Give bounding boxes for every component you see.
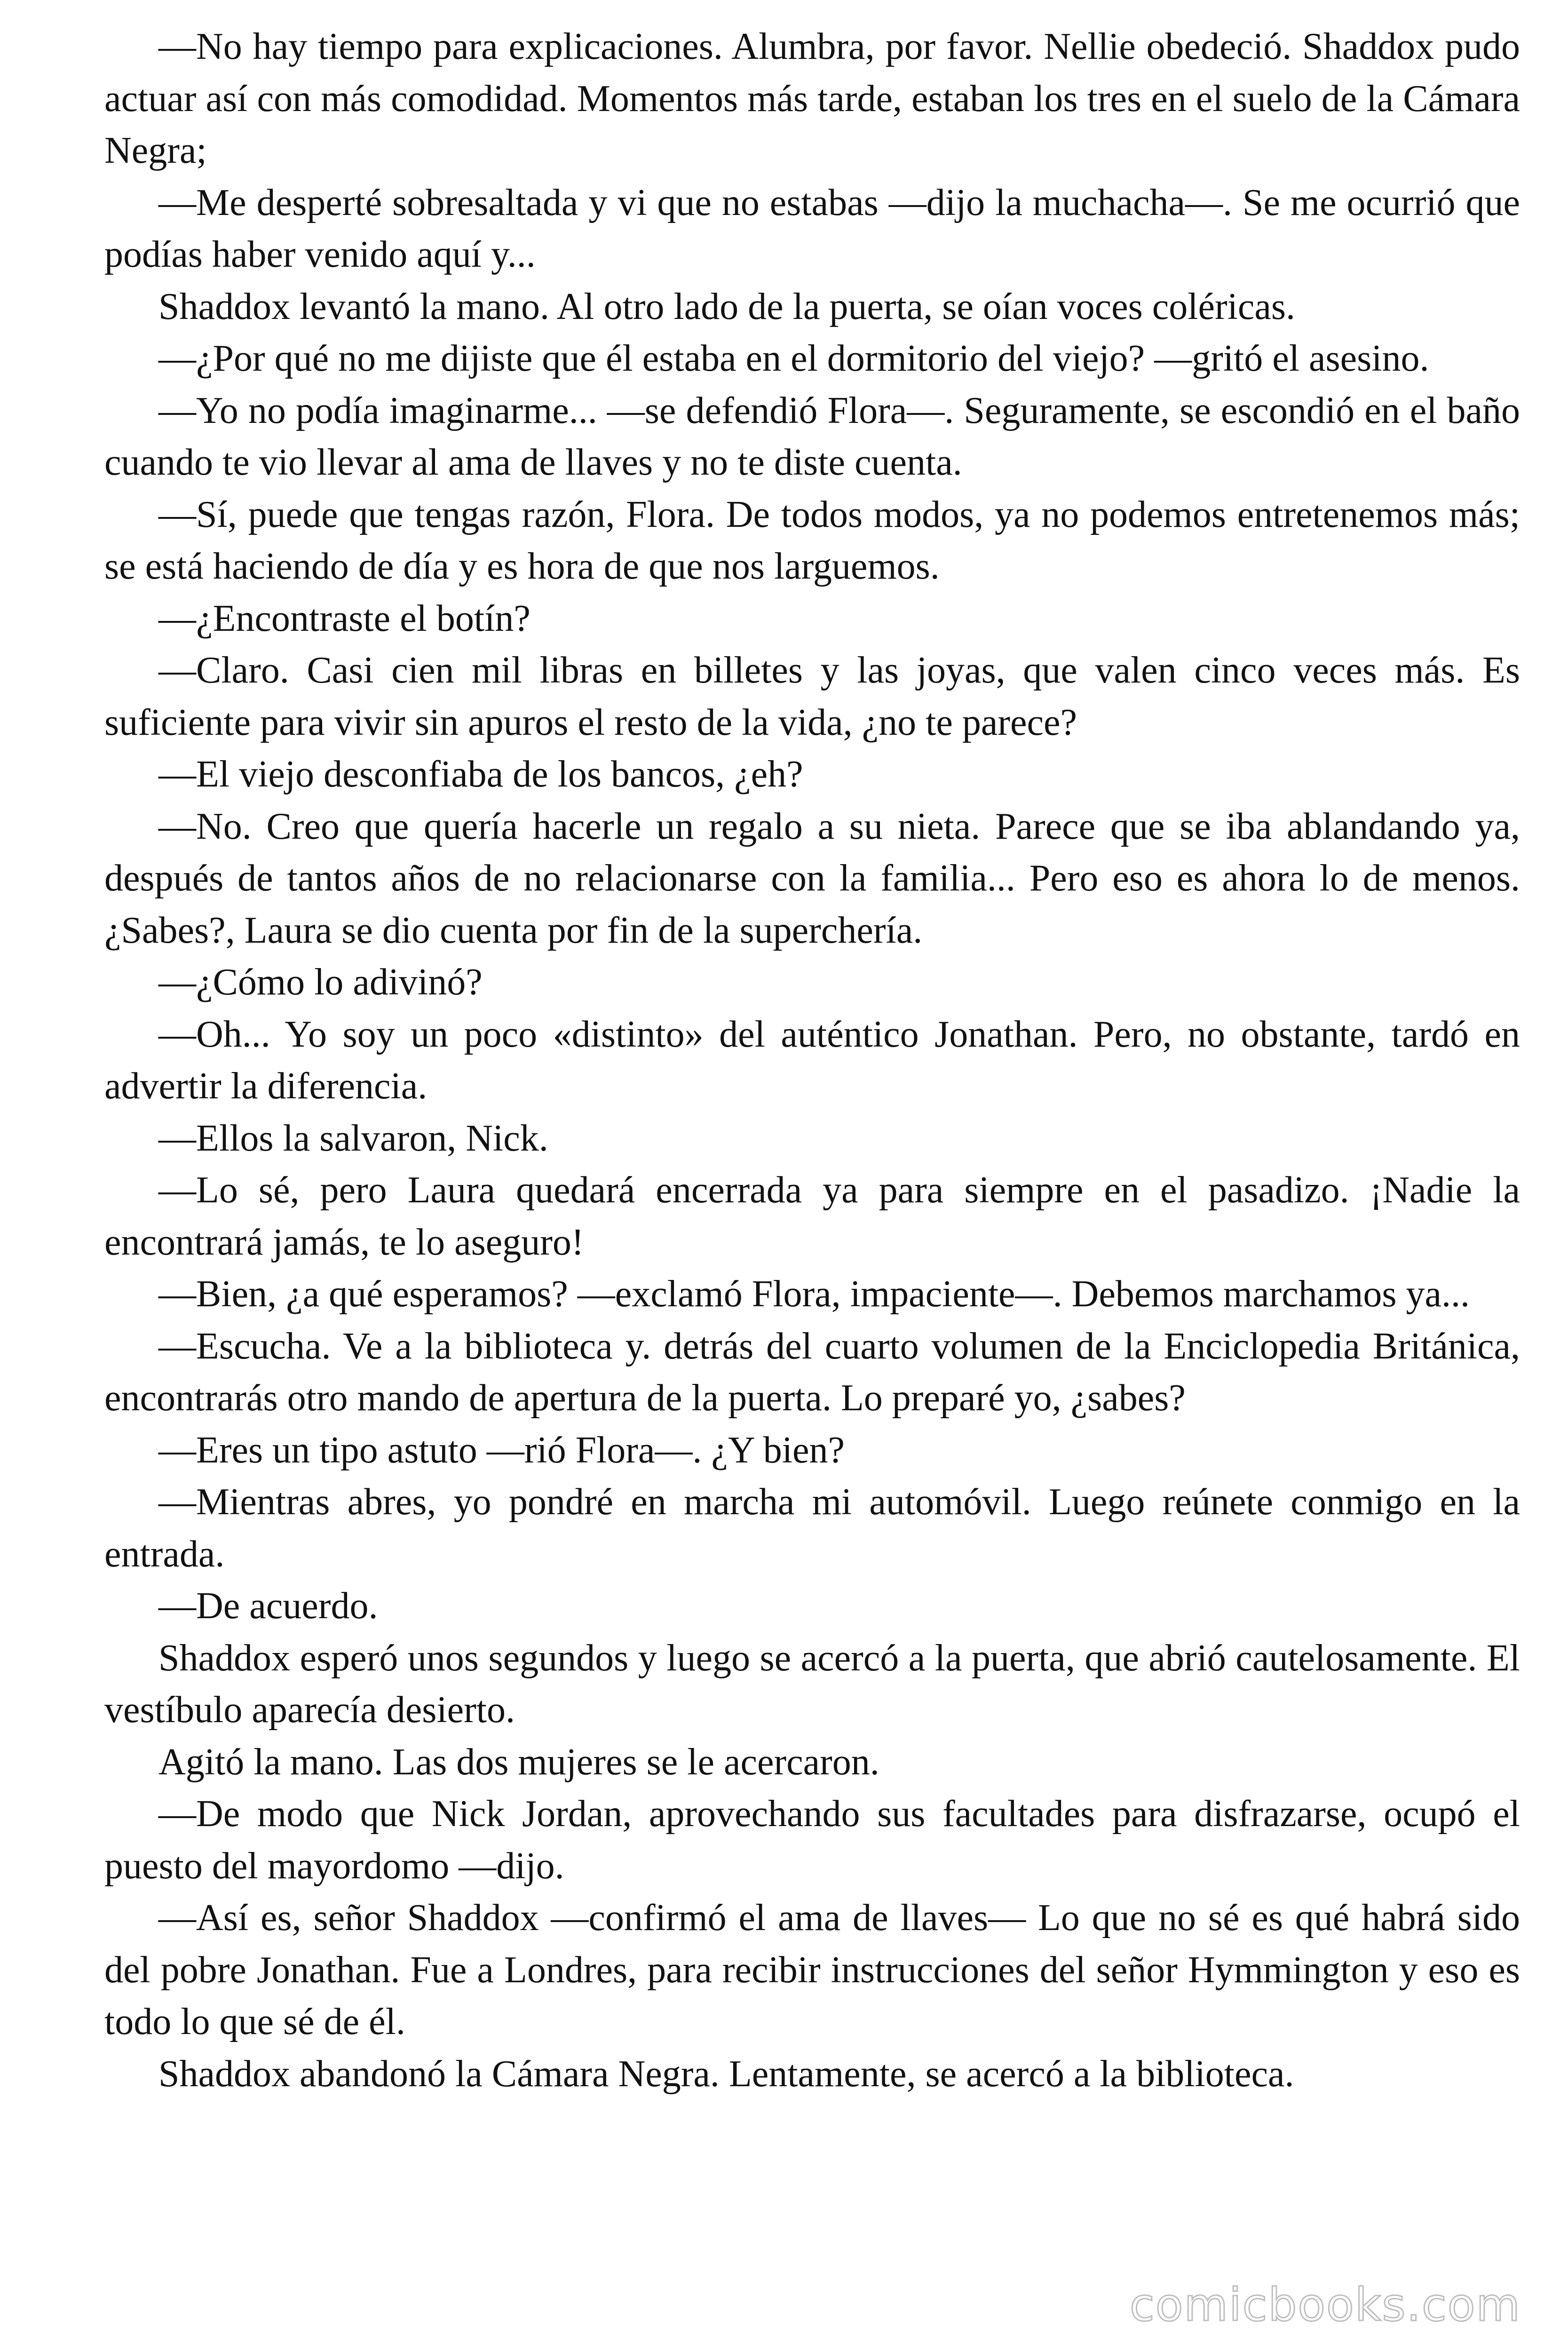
paragraph-2: —Me desperté sobresaltada y vi que no estabas —dijo la muchacha—. Se me ocurrió que podías haber venido aquí y...: [104, 182, 1520, 275]
paragraph-11: —¿Cómo lo adivinó?: [158, 961, 483, 1003]
paragraph-4: —¿Por qué no me dijiste que él estaba en el dormitorio del viejo? —gritó el asesino.: [158, 338, 1429, 379]
paragraph-24: Shaddox abandonó la Cámara Negra. Lentamente, se acercó a la biblioteca.: [158, 2053, 1294, 2095]
watermark-logo: comicbooks.com: [1129, 2279, 1521, 2331]
paragraph-20: Shaddox esperó unos segundos y luego se acercó a la puerta, que abrió cautelosamente. El vestíbulo aparecía desierto.: [104, 1637, 1520, 1731]
paragraph-10: —No. Creo que quería hacerle un regalo a su nieta. Parece que se iba ablandando ya, después de tantos años de no relacionarse con la familia... Pero eso es ahora lo de menos. ¿Sabes?, Laura se dio cuenta por fin de la superchería.: [104, 805, 1520, 951]
paragraph-16: —Escucha. Ve a la biblioteca y. detrás del cuarto volumen de la Enciclopedia Británica, encontrarás otro mando de apertura de la puerta. Lo preparé yo, ¿sabes?: [104, 1325, 1520, 1419]
paragraph-9: —El viejo desconfiaba de los bancos, ¿eh?: [158, 754, 803, 795]
paragraph-21: Agitó la mano. Las dos mujeres se le acercaron.: [158, 1741, 879, 1783]
paragraph-13: —Ellos la salvaron, Nick.: [158, 1117, 548, 1159]
page-text: [104, 21, 1520, 2100]
paragraph-23: —Así es, señor Shaddox —confirmó el ama de llaves— Lo que no sé es qué habrá sido del pobre Jonathan. Fue a Londres, para recibir instrucciones del señor Hymmington y eso es todo lo que sé de él.: [104, 1897, 1520, 2042]
paragraph-6: —Sí, puede que tengas razón, Flora. De todos modos, ya no podemos entretenemos más; se está haciendo de día y es hora de que nos larguemos.: [104, 493, 1520, 587]
paragraph-5: —Yo no podía imaginarme... —se defendió Flora—. Seguramente, se escondió en el baño cuando te vio llevar al ama de llaves y no te diste cuenta.: [104, 389, 1520, 483]
paragraph-19: —De acuerdo.: [158, 1585, 378, 1627]
paragraph-18: —Mientras abres, yo pondré en marcha mi automóvil. Luego reúnete conmigo en la entrada.: [104, 1481, 1520, 1575]
paragraph-1: —No hay tiempo para explicaciones. Alumbra, por favor. Nellie obedeció. Shaddox pudo actuar así con más comodidad. Momentos más tarde, estaban los tres en el suelo de la Cámara Negra;: [104, 26, 1520, 171]
paragraph-12: —Oh... Yo soy un poco «distinto» del auténtico Jonathan. Pero, no obstante, tardó en advertir la diferencia.: [104, 1013, 1520, 1107]
paragraph-14: —Lo sé, pero Laura quedará encerrada ya para siempre en el pasadizo. ¡Nadie la encontrará jamás, te lo aseguro!: [104, 1169, 1520, 1263]
paragraph-22: —De modo que Nick Jordan, aprovechando sus facultades para disfrazarse, ocupó el puesto del mayordomo —dijo.: [104, 1793, 1520, 1887]
paragraph-15: —Bien, ¿a qué esperamos? —exclamó Flora, impaciente—. Debemos marchamos ya...: [158, 1273, 1470, 1315]
paragraph-3: Shaddox levantó la mano. Al otro lado de la puerta, se oían voces coléricas.: [158, 286, 1296, 327]
paragraph-7: —¿Encontraste el botín?: [158, 597, 531, 639]
paragraph-17: —Eres un tipo astuto —rió Flora—. ¿Y bien?: [158, 1429, 845, 1471]
paragraph-8: —Claro. Casi cien mil libras en billetes y las joyas, que valen cinco veces más. Es suficiente para vivir sin apuros el resto de la vida, ¿no te parece?: [104, 650, 1520, 743]
